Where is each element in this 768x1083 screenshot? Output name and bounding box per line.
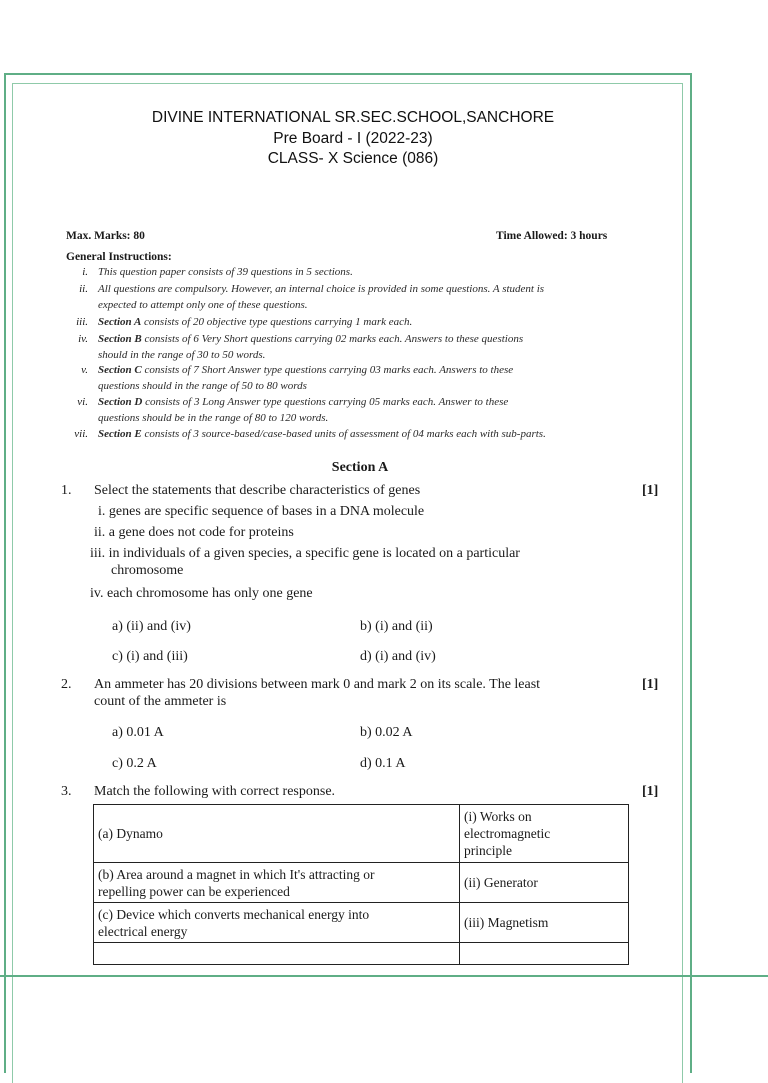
cell-text: (ii) Generator [464,875,538,890]
instruction-num: iii. [76,316,88,328]
question-text: count of the ammeter is [94,694,227,709]
instruction-num: iv. [78,333,88,345]
cell-text: electrical energy [98,923,188,939]
section-ref: Section C [98,364,142,376]
instructions-heading: General Instructions: [66,251,172,263]
instruction-text [98,428,546,440]
statement: iv. each chromosome has only one gene [90,586,313,601]
question-number: 2. [61,677,72,692]
option: b) 0.02 A [360,725,413,740]
cell-text: (c) Device which converts mechanical energy into [98,906,370,922]
instruction-num: vii. [74,428,88,440]
instruction-text [98,396,508,408]
option: c) (i) and (iii) [112,649,188,664]
cell-text: repelling power can be experienced [98,883,290,899]
cell-text: (iii) Magnetism [464,915,549,930]
instruction-line: consists of 7 Short Answer type questions carrying 03 marks each. Answers to these [144,364,514,376]
page-bottom-rule [0,975,768,977]
statement: ii. a gene does not code for proteins [94,525,294,540]
option: d) 0.1 A [360,756,406,771]
instruction-text: All questions are compulsory. However, an internal choice is provided in some questions. A student is [98,283,545,295]
instruction-text: questions should be in the range of 80 to 120 words. [98,412,329,424]
table-cell [460,863,629,903]
instruction-text: expected to attempt only one of these questions. [98,299,308,311]
exam-title: Pre Board - I (2022-23) [273,130,433,147]
table-cell [94,863,460,903]
table-cell [94,805,460,863]
question-marks: [1] [642,784,659,799]
instruction-line: consists of 20 objective type questions carrying 1 mark each. [144,316,413,328]
question-number: 1. [61,483,72,498]
class-subject: CLASS- X Science (086) [267,150,439,167]
option: d) (i) and (iv) [360,649,436,664]
instruction-line: consists of 6 Very Short questions carrying 02 marks each. Answers to these questions [144,333,524,345]
question-text: Match the following with correct response. [94,784,336,799]
instruction-line: consists of 3 Long Answer type questions carrying 05 marks each. Answer to these [145,396,509,408]
cell-text: principle [464,843,512,858]
section-ref: Section D [98,396,143,408]
instruction-text [98,364,513,376]
instruction-text: This question paper consists of 39 questions in 5 sections. [98,266,353,278]
option: a) 0.01 A [112,725,164,740]
instruction-num: ii. [79,283,88,295]
instruction-line: consists of 3 source-based/case-based units of assessment of 04 marks each with sub-parts. [144,428,546,440]
section-ref: Section B [98,333,142,345]
instruction-num: vi. [77,396,88,408]
question-text: An ammeter has 20 divisions between mark 0 and mark 2 on its scale. The least [94,677,541,692]
table-cell [460,943,629,965]
instruction-text [98,333,523,345]
instruction-num: v. [81,364,88,376]
table-row [94,805,629,863]
match-table [93,804,629,965]
table-row [94,943,629,965]
instruction-text: should in the range of 30 to 50 words. [98,349,266,361]
question-marks: [1] [642,483,659,498]
instruction-text [98,316,412,328]
option: c) 0.2 A [112,756,157,771]
statement: iii. in individuals of a given species, a specific gene is located on a particular [90,546,520,561]
cell-text: (i) Works on [464,809,532,824]
section-ref: Section A [98,316,142,328]
cell-text: electromagnetic [464,826,551,841]
statement: chromosome [111,563,184,578]
table-cell [94,903,460,943]
question-text: Select the statements that describe characteristics of genes [94,483,421,498]
cell-text: (a) Dynamo [98,826,163,841]
question-number: 3. [61,784,72,799]
table-cell [460,903,629,943]
option: a) (ii) and (iv) [112,619,191,634]
max-marks: Max. Marks: 80 [66,230,145,242]
instruction-num: i. [82,266,88,278]
section-title: Section A [331,460,389,475]
table-row [94,903,629,943]
school-name: DIVINE INTERNATIONAL SR.SEC.SCHOOL,SANCHORE [151,109,555,126]
question-marks: [1] [642,677,659,692]
table-cell [460,805,629,863]
option: b) (i) and (ii) [360,619,433,634]
time-allowed: Time Allowed: 3 hours [496,230,608,242]
cell-text: (b) Area around a magnet in which It's attracting or [98,866,375,882]
table-row [94,863,629,903]
instruction-text: questions should in the range of 50 to 80 words [98,380,307,392]
section-ref: Section E [98,428,142,440]
statement: i. genes are specific sequence of bases in a DNA molecule [98,504,425,519]
table-cell [94,943,460,965]
